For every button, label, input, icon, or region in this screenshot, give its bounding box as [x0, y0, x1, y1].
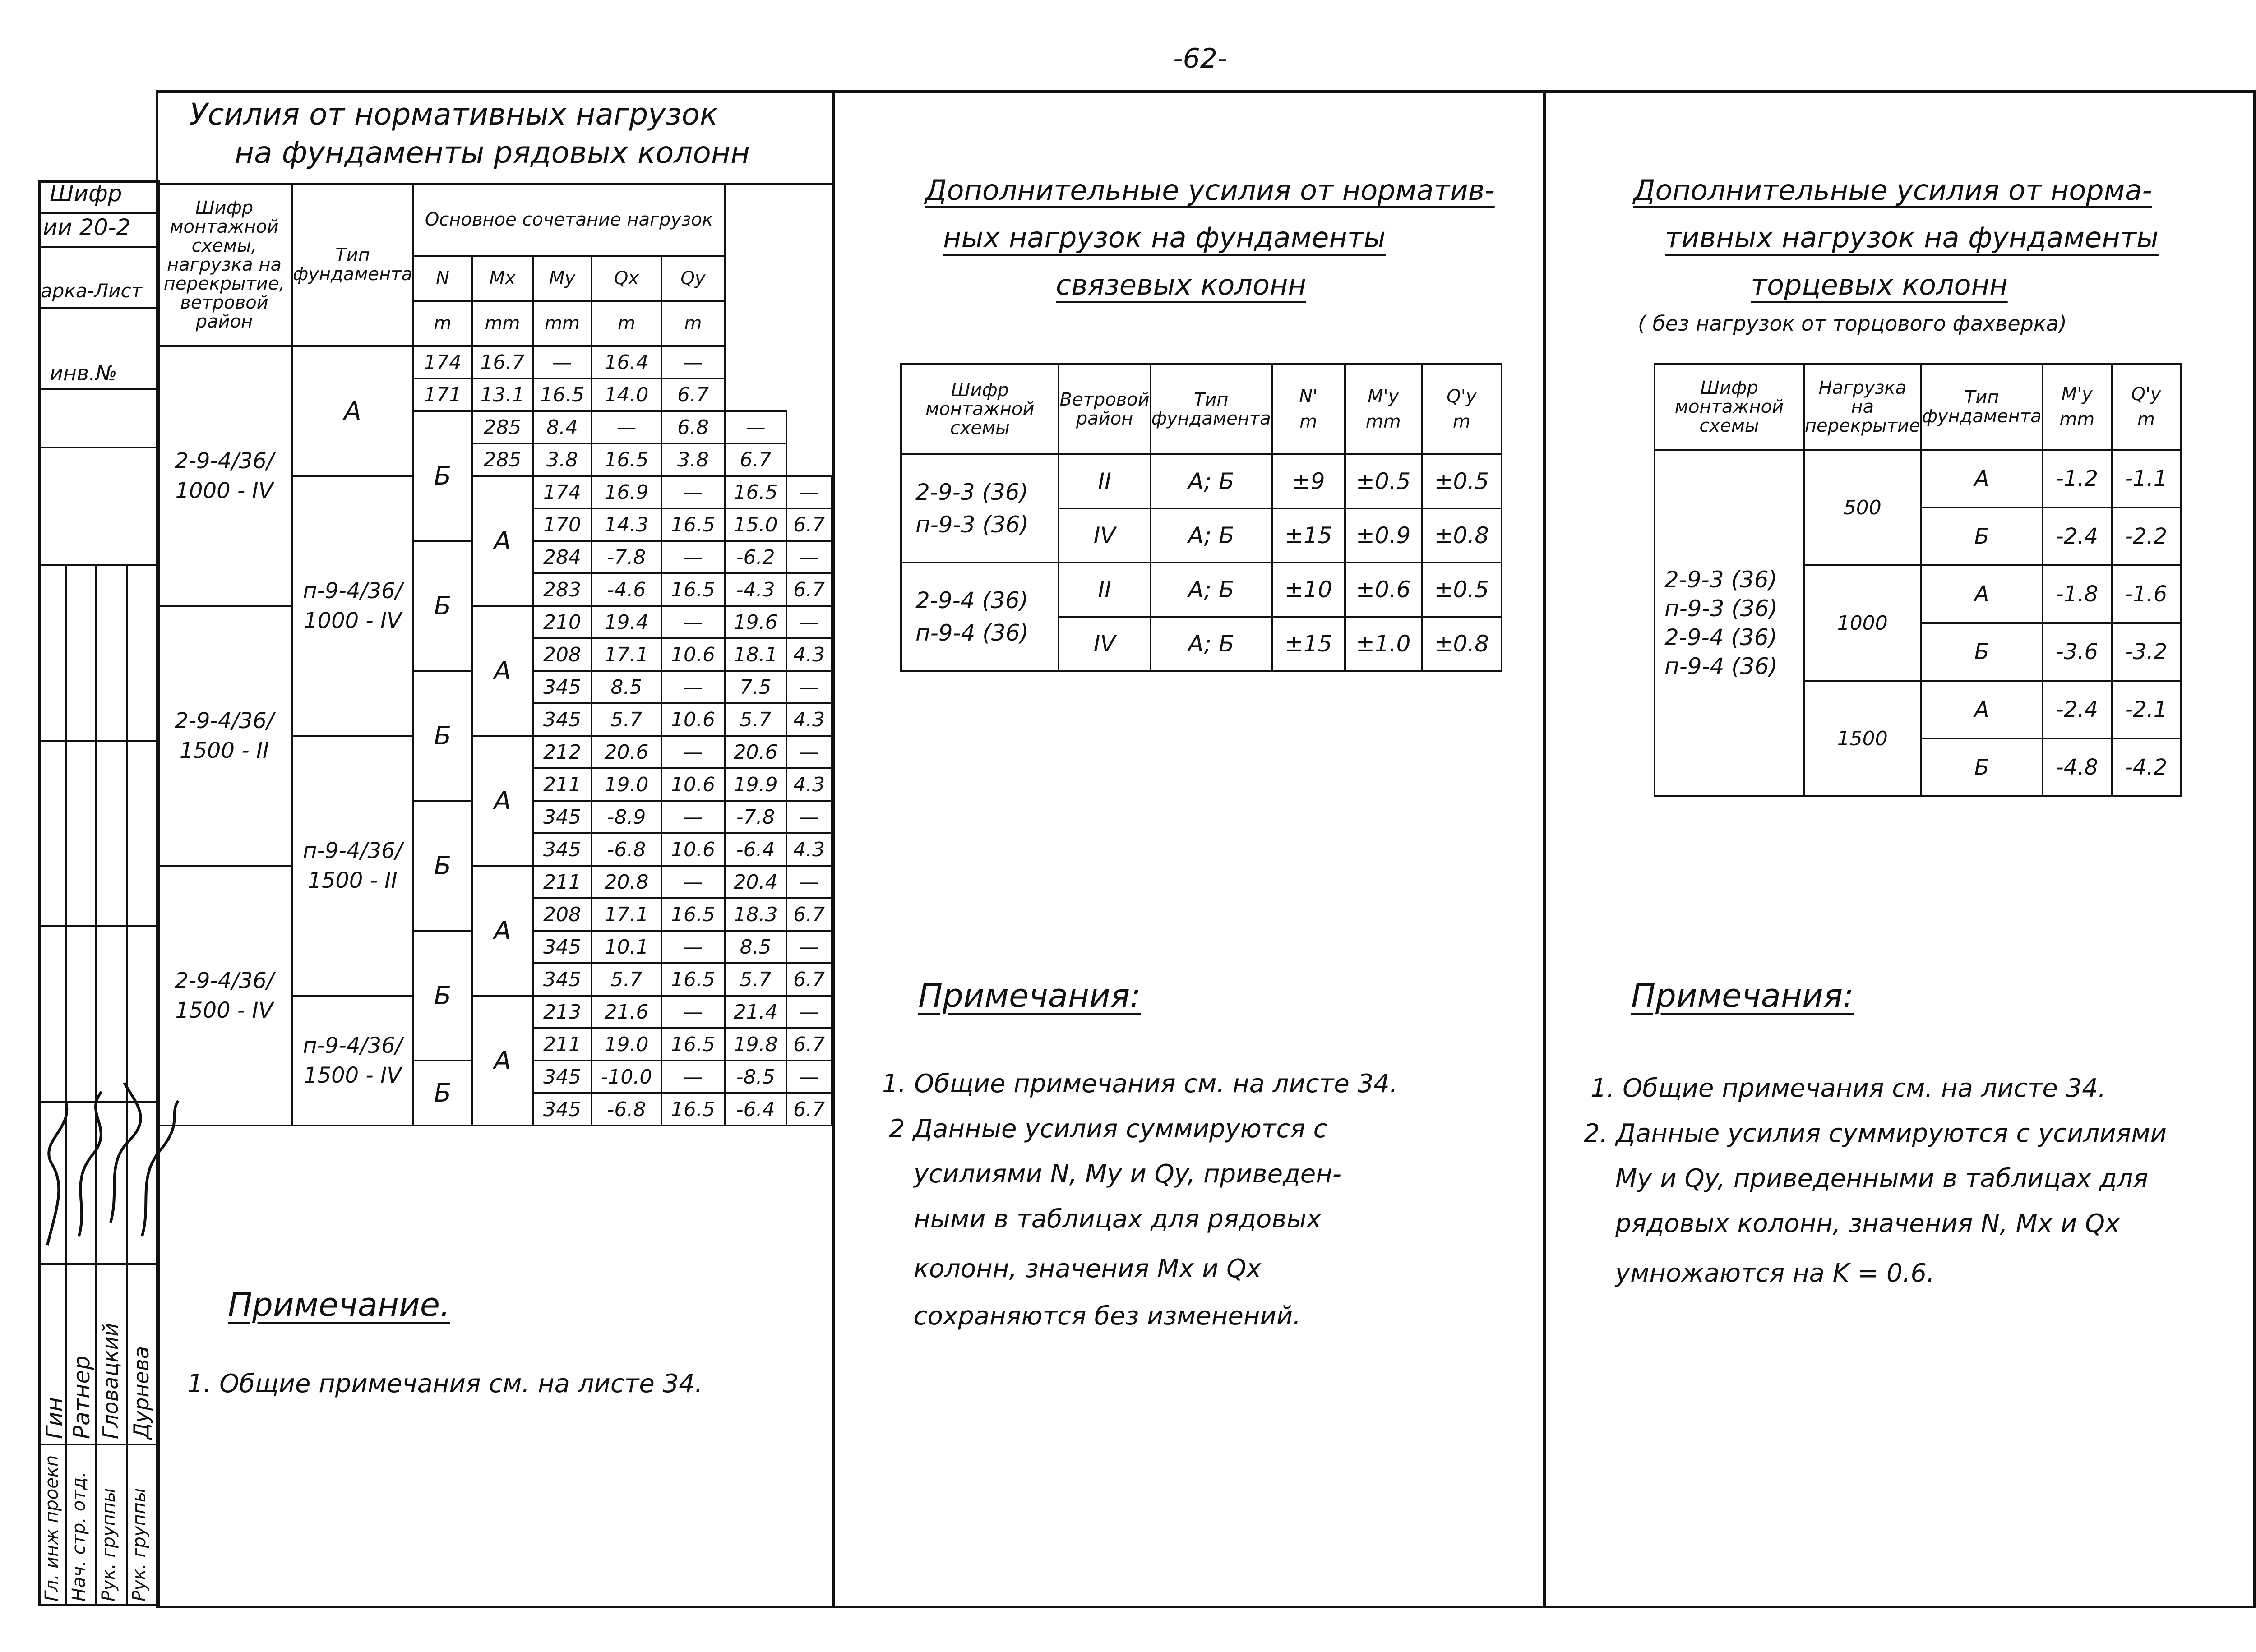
- scheme-line: 2-9-4/36/: [175, 968, 274, 993]
- value-cell: 6.7: [786, 573, 832, 606]
- header-main-combination: Основное сочетание нагрузок: [413, 184, 725, 256]
- value-cell: A: [1921, 450, 2043, 508]
- value-cell: 345: [533, 963, 592, 996]
- value-cell: 284: [533, 541, 592, 573]
- value-cell: 19.8: [725, 1028, 786, 1061]
- value-cell: —: [786, 671, 832, 703]
- shifr-label: Шифр: [50, 180, 122, 207]
- value-cell: —: [786, 801, 832, 833]
- value-cell: —: [661, 541, 725, 573]
- value-cell: 345: [533, 703, 592, 736]
- value-cell: 6.7: [786, 1028, 832, 1061]
- value-cell: 16.9: [592, 476, 661, 508]
- value-cell: 10.1: [592, 931, 661, 963]
- value-cell: -3.6: [2043, 623, 2112, 681]
- scheme-cell: [292, 736, 413, 996]
- value-cell: -2.1: [2112, 681, 2181, 738]
- value-cell: 3.8: [533, 443, 592, 476]
- panel3-note-3: My и Qy, приведенными в таблицах для: [1615, 1164, 2149, 1193]
- value-cell: ±0.5: [1422, 563, 1502, 617]
- scheme-line: п-9-4 (36): [915, 620, 1029, 646]
- end-columns-table: [1654, 363, 2182, 797]
- value-cell: 283: [533, 573, 592, 606]
- value-cell: 20.8: [592, 866, 661, 898]
- header-cell: Тип фундамента: [1151, 364, 1272, 454]
- scheme-line: п-9-3 (36): [915, 512, 1029, 538]
- value-cell: 208: [533, 898, 592, 931]
- value-cell: A; Б: [1151, 563, 1272, 617]
- foundation-type-cell: A: [472, 736, 533, 866]
- marka-list-label: арка-Лист: [41, 280, 143, 302]
- header-foundation-type: Тип фундамента: [292, 184, 413, 346]
- value-cell: 211: [533, 866, 592, 898]
- panel3-note-5: умножаются на K = 0.6.: [1615, 1259, 1935, 1288]
- value-cell: 174: [413, 346, 472, 378]
- panel3-title-line3: торцевых колонн: [1751, 268, 2008, 301]
- value-cell: 6.7: [786, 508, 832, 541]
- scheme-line: 2-9-4 (36): [915, 587, 1029, 614]
- value-cell: -4.3: [725, 573, 786, 606]
- page-number: -62-: [1173, 43, 1227, 74]
- panel3-note-1: 1. Общие примечания см. на листе 34.: [1590, 1074, 2106, 1103]
- value-cell: ±0.8: [1422, 508, 1502, 563]
- value-cell: —: [725, 411, 786, 443]
- value-cell: 20.6: [592, 736, 661, 768]
- scheme-line: 2-9-4 (36): [1664, 624, 1778, 651]
- value-cell: —: [661, 866, 725, 898]
- scheme-line: 2-9-4/36/: [175, 448, 274, 474]
- value-cell: -7.8: [592, 541, 661, 573]
- header-col: My: [533, 256, 592, 301]
- scheme-line: 1000 - IV: [303, 608, 402, 633]
- panel3-note-4: рядовых колонн, значения N, Mx и Qx: [1615, 1209, 2120, 1238]
- value-cell: 19.6: [725, 606, 786, 638]
- panel1-note-1: 1. Общие примечания см. на листе 34.: [187, 1369, 703, 1398]
- value-cell: 16.5: [725, 476, 786, 508]
- panel2-note-4: ными в таблицах для рядовых: [914, 1204, 1322, 1234]
- value-cell: —: [786, 736, 832, 768]
- header-col: Mx: [472, 256, 533, 301]
- value-cell: A: [1921, 681, 2043, 738]
- header-cell: Шифр монтажной схемы: [1655, 364, 1804, 450]
- value-cell: 170: [533, 508, 592, 541]
- foundation-type-cell: Б: [413, 671, 472, 801]
- value-cell: -1.6: [2112, 565, 2181, 623]
- value-cell: -8.9: [592, 801, 661, 833]
- foundation-type-cell: A: [292, 346, 413, 476]
- header-unit: mm: [472, 301, 533, 346]
- value-cell: —: [661, 346, 725, 378]
- header-col: N: [413, 256, 472, 301]
- value-cell: 16.5: [661, 573, 725, 606]
- header-cell: [2043, 364, 2112, 450]
- table-row: [157, 866, 832, 898]
- value-cell: ±0.9: [1345, 508, 1422, 563]
- value-cell: 16.5: [661, 963, 725, 996]
- value-cell: 8.5: [725, 931, 786, 963]
- value-cell: 345: [533, 931, 592, 963]
- scheme-cell: [292, 476, 413, 736]
- value-cell: A: [1921, 565, 2043, 623]
- scheme-line: 1500 - IV: [303, 1063, 402, 1088]
- value-cell: ±0.5: [1345, 454, 1422, 508]
- value-cell: 20.6: [725, 736, 786, 768]
- scheme-cell: [901, 454, 1059, 563]
- scheme-cell: [901, 563, 1059, 671]
- value-cell: ±15: [1272, 508, 1345, 563]
- header-unit: m: [1299, 411, 1318, 432]
- panel2-note-title: Примечания:: [918, 977, 1141, 1015]
- stamp-name-3: Гловацкий: [98, 1323, 123, 1439]
- value-cell: 174: [533, 476, 592, 508]
- value-cell: -6.8: [592, 1093, 661, 1126]
- value-cell: 14.3: [592, 508, 661, 541]
- value-cell: A; Б: [1151, 454, 1272, 508]
- value-cell: -6.8: [592, 833, 661, 866]
- divider-1: [832, 90, 835, 1608]
- value-cell: 14.0: [592, 378, 661, 411]
- header-cell: [1422, 364, 1502, 454]
- table-row: [157, 606, 832, 638]
- inv-label: инв.№: [50, 361, 117, 385]
- header-unit: m: [1452, 411, 1470, 432]
- value-cell: 211: [533, 768, 592, 801]
- header-cell: [2112, 364, 2181, 450]
- value-cell: -4.8: [2043, 738, 2112, 796]
- foundation-type-cell: Б: [413, 541, 472, 671]
- stamp-role-2: Нач. стр. отд.: [69, 1472, 89, 1601]
- panel2-note-6: сохраняются без изменений.: [914, 1301, 1301, 1331]
- value-cell: -8.5: [725, 1061, 786, 1093]
- value-cell: 16.5: [592, 443, 661, 476]
- value-cell: 8.5: [592, 671, 661, 703]
- value-cell: 208: [533, 638, 592, 671]
- table-row: [1655, 450, 2181, 508]
- panel1-title-line2: на фундаменты рядовых колонн: [235, 135, 750, 170]
- value-cell: —: [786, 476, 832, 508]
- value-cell: —: [661, 801, 725, 833]
- value-cell: -7.8: [725, 801, 786, 833]
- value-cell: 16.5: [661, 1028, 725, 1061]
- value-cell: 211: [533, 1028, 592, 1061]
- tie-columns-table: [900, 363, 1502, 672]
- value-cell: 6.7: [786, 1093, 832, 1126]
- value-cell: 345: [533, 833, 592, 866]
- value-cell: A; Б: [1151, 508, 1272, 563]
- value-cell: II: [1059, 563, 1150, 617]
- value-cell: ±9: [1272, 454, 1345, 508]
- header-cell: Шифр монтажной схемы: [901, 364, 1059, 454]
- value-cell: 4.3: [786, 703, 832, 736]
- value-cell: Б: [1921, 738, 2043, 796]
- value-cell: —: [661, 606, 725, 638]
- value-cell: —: [786, 866, 832, 898]
- scheme-cell: [1655, 450, 1804, 796]
- value-cell: 18.3: [725, 898, 786, 931]
- foundation-type-cell: Б: [413, 1061, 472, 1126]
- header-cell: [1345, 364, 1422, 454]
- value-cell: 16.4: [592, 346, 661, 378]
- value-cell: 7.5: [725, 671, 786, 703]
- value-cell: 212: [533, 736, 592, 768]
- foundation-type-cell: A: [472, 606, 533, 736]
- scheme-cell: [292, 996, 413, 1126]
- scheme-line: 1500 - IV: [175, 998, 273, 1023]
- stamp-role-4: Рук. группы: [129, 1488, 150, 1601]
- scheme-line: 1500 - II: [308, 868, 398, 893]
- value-cell: 19.0: [592, 768, 661, 801]
- load-cell: 1500: [1804, 681, 1921, 796]
- header-unit: m: [413, 301, 472, 346]
- value-cell: 16.5: [661, 898, 725, 931]
- value-cell: -4.6: [592, 573, 661, 606]
- panel3-note-title: Примечания:: [1631, 977, 1854, 1015]
- divider-2: [1543, 90, 1546, 1608]
- header-label: Q'y: [1447, 386, 1477, 407]
- header-label: Q'y: [2131, 384, 2161, 405]
- header-unit: mm: [2059, 409, 2095, 430]
- value-cell: 10.6: [661, 703, 725, 736]
- value-cell: 19.4: [592, 606, 661, 638]
- panel2-note-2: 2 Данные усилия суммируются с: [889, 1114, 1327, 1144]
- value-cell: 10.6: [661, 833, 725, 866]
- scheme-line: п-9-4/36/: [303, 838, 402, 863]
- value-cell: 213: [533, 996, 592, 1028]
- value-cell: 16.5: [661, 508, 725, 541]
- value-cell: 13.1: [472, 378, 533, 411]
- value-cell: —: [786, 996, 832, 1028]
- stamp-name-2: Ратнер: [69, 1355, 95, 1439]
- value-cell: 21.4: [725, 996, 786, 1028]
- table-row: [901, 563, 1502, 617]
- panel1-title-line1: Усилия от нормативных нагрузок: [190, 97, 718, 132]
- stamp-name-4: Дурнева: [129, 1346, 153, 1439]
- value-cell: 19.0: [592, 1028, 661, 1061]
- foundation-type-cell: A: [472, 476, 533, 606]
- value-cell: —: [592, 411, 661, 443]
- value-cell: 285: [472, 443, 533, 476]
- scheme-line: 2-9-3 (36): [915, 479, 1029, 505]
- value-cell: -1.2: [2043, 450, 2112, 508]
- header-cell: Нагрузка на перекрытие: [1804, 364, 1921, 450]
- value-cell: IV: [1059, 617, 1150, 671]
- value-cell: -4.2: [2112, 738, 2181, 796]
- value-cell: 20.4: [725, 866, 786, 898]
- value-cell: 5.7: [592, 963, 661, 996]
- scheme-line: 1000 - IV: [175, 478, 273, 503]
- value-cell: 345: [533, 801, 592, 833]
- value-cell: 345: [533, 1093, 592, 1126]
- value-cell: 6.7: [786, 898, 832, 931]
- row-columns-table: [156, 183, 832, 1126]
- value-cell: 17.1: [592, 638, 661, 671]
- header-label: N': [1299, 386, 1318, 407]
- value-cell: —: [786, 1061, 832, 1093]
- value-cell: -1.8: [2043, 565, 2112, 623]
- panel2-title-line3: связевых колонн: [1056, 268, 1306, 301]
- header-unit: mm: [1365, 411, 1401, 432]
- stamp-role-3: Рук. группы: [98, 1488, 119, 1601]
- value-cell: —: [661, 476, 725, 508]
- value-cell: -10.0: [592, 1061, 661, 1093]
- value-cell: 5.7: [725, 963, 786, 996]
- value-cell: Б: [1921, 508, 2043, 565]
- value-cell: 345: [533, 671, 592, 703]
- value-cell: 6.7: [725, 443, 786, 476]
- value-cell: 10.6: [661, 768, 725, 801]
- panel2-title-line2: ных нагрузок на фундаменты: [943, 221, 1386, 254]
- value-cell: 17.1: [592, 898, 661, 931]
- stamp-name-1: Гин: [42, 1397, 68, 1439]
- value-cell: -6.2: [725, 541, 786, 573]
- value-cell: -2.4: [2043, 681, 2112, 738]
- value-cell: -3.2: [2112, 623, 2181, 681]
- foundation-type-cell: Б: [413, 801, 472, 931]
- header-unit: m: [592, 301, 661, 346]
- scheme-line: 1500 - II: [179, 738, 269, 763]
- value-cell: 8.4: [533, 411, 592, 443]
- value-cell: 6.8: [661, 411, 725, 443]
- value-cell: —: [661, 931, 725, 963]
- header-unit: mm: [533, 301, 592, 346]
- panel3-title-line2: тивных нагрузок на фундаменты: [1665, 221, 2159, 254]
- panel2-note-1: 1. Общие примечания см. на листе 34.: [882, 1069, 1398, 1098]
- scheme-line: 2-9-4/36/: [175, 708, 274, 734]
- panel3-note-2: 2. Данные усилия суммируются с усилиями: [1584, 1119, 2167, 1148]
- value-cell: 4.3: [786, 638, 832, 671]
- panel2-note-3: усилиями N, My и Qy, приведен-: [914, 1159, 1342, 1189]
- value-cell: 16.5: [533, 378, 592, 411]
- value-cell: 4.3: [786, 768, 832, 801]
- value-cell: 5.7: [592, 703, 661, 736]
- table-row: [157, 346, 832, 378]
- value-cell: ±0.8: [1422, 617, 1502, 671]
- table-row: [901, 454, 1502, 508]
- value-cell: —: [661, 1061, 725, 1093]
- foundation-type-cell: Б: [413, 411, 472, 541]
- load-cell: 500: [1804, 450, 1921, 565]
- panel2-note-5: колонн, значения Mx и Qx: [914, 1254, 1262, 1283]
- value-cell: -6.4: [725, 1093, 786, 1126]
- value-cell: 3.8: [661, 443, 725, 476]
- value-cell: —: [661, 996, 725, 1028]
- value-cell: ±1.0: [1345, 617, 1422, 671]
- value-cell: 15.0: [725, 508, 786, 541]
- panel3-subtitle: ( без нагрузок от торцового фахверка): [1638, 311, 2067, 336]
- value-cell: —: [786, 606, 832, 638]
- foundation-type-cell: Б: [413, 931, 472, 1061]
- foundation-type-cell: A: [472, 866, 533, 996]
- header-unit: m: [2137, 409, 2155, 430]
- scheme-cell: [157, 606, 292, 866]
- header-label: M'y: [2061, 384, 2093, 405]
- value-cell: -1.1: [2112, 450, 2181, 508]
- scheme-cell: [157, 346, 292, 606]
- header-cell: Ветровой район: [1059, 364, 1150, 454]
- header-unit: m: [661, 301, 725, 346]
- scheme-line: п-9-4/36/: [303, 578, 402, 604]
- value-cell: ±0.5: [1422, 454, 1502, 508]
- header-scheme: Шифр монтажной схемы, нагрузка на перекрытие, ветровой район: [157, 184, 292, 346]
- value-cell: -2.4: [2043, 508, 2112, 565]
- header-cell: [1272, 364, 1345, 454]
- value-cell: 171: [413, 378, 472, 411]
- value-cell: ±0.6: [1345, 563, 1422, 617]
- value-cell: 16.7: [472, 346, 533, 378]
- header-col: Qx: [592, 256, 661, 301]
- scheme-line: 2-9-3 (36): [1664, 567, 1778, 593]
- stamp-role-1: Гл. инж проекn: [42, 1455, 62, 1601]
- value-cell: 19.9: [725, 768, 786, 801]
- header-col: Qy: [661, 256, 725, 301]
- scheme-line: п-9-4/36/: [303, 1033, 402, 1058]
- scheme-line: п-9-4 (36): [1664, 653, 1778, 679]
- value-cell: II: [1059, 454, 1150, 508]
- header-label: M'y: [1368, 386, 1399, 407]
- scheme-line: п-9-3 (36): [1664, 595, 1778, 622]
- value-cell: 10.6: [661, 638, 725, 671]
- load-cell: 1000: [1804, 565, 1921, 681]
- foundation-type-cell: A: [472, 996, 533, 1126]
- header-cell: Тип фундамента: [1921, 364, 2043, 450]
- panel1-note-title: Примечание.: [228, 1286, 450, 1324]
- shifr-value: ии 20-2: [43, 214, 131, 240]
- value-cell: —: [786, 931, 832, 963]
- value-cell: A; Б: [1151, 617, 1272, 671]
- scheme-cell: [157, 866, 292, 1126]
- value-cell: 6.7: [661, 378, 725, 411]
- panel2-title-line1: Дополнительные усилия от норматив-: [925, 174, 1495, 207]
- value-cell: Б: [1921, 623, 2043, 681]
- value-cell: 6.7: [786, 963, 832, 996]
- value-cell: ±15: [1272, 617, 1345, 671]
- value-cell: —: [533, 346, 592, 378]
- value-cell: -2.2: [2112, 508, 2181, 565]
- value-cell: -6.4: [725, 833, 786, 866]
- value-cell: 345: [533, 1061, 592, 1093]
- value-cell: ±10: [1272, 563, 1345, 617]
- value-cell: 285: [472, 411, 533, 443]
- value-cell: —: [661, 671, 725, 703]
- value-cell: 5.7: [725, 703, 786, 736]
- value-cell: 210: [533, 606, 592, 638]
- value-cell: 16.5: [661, 1093, 725, 1126]
- value-cell: 4.3: [786, 833, 832, 866]
- value-cell: 18.1: [725, 638, 786, 671]
- value-cell: —: [786, 541, 832, 573]
- value-cell: 21.6: [592, 996, 661, 1028]
- panel3-title-line1: Дополнительные усилия от норма-: [1633, 174, 2152, 207]
- value-cell: —: [661, 736, 725, 768]
- value-cell: IV: [1059, 508, 1150, 563]
